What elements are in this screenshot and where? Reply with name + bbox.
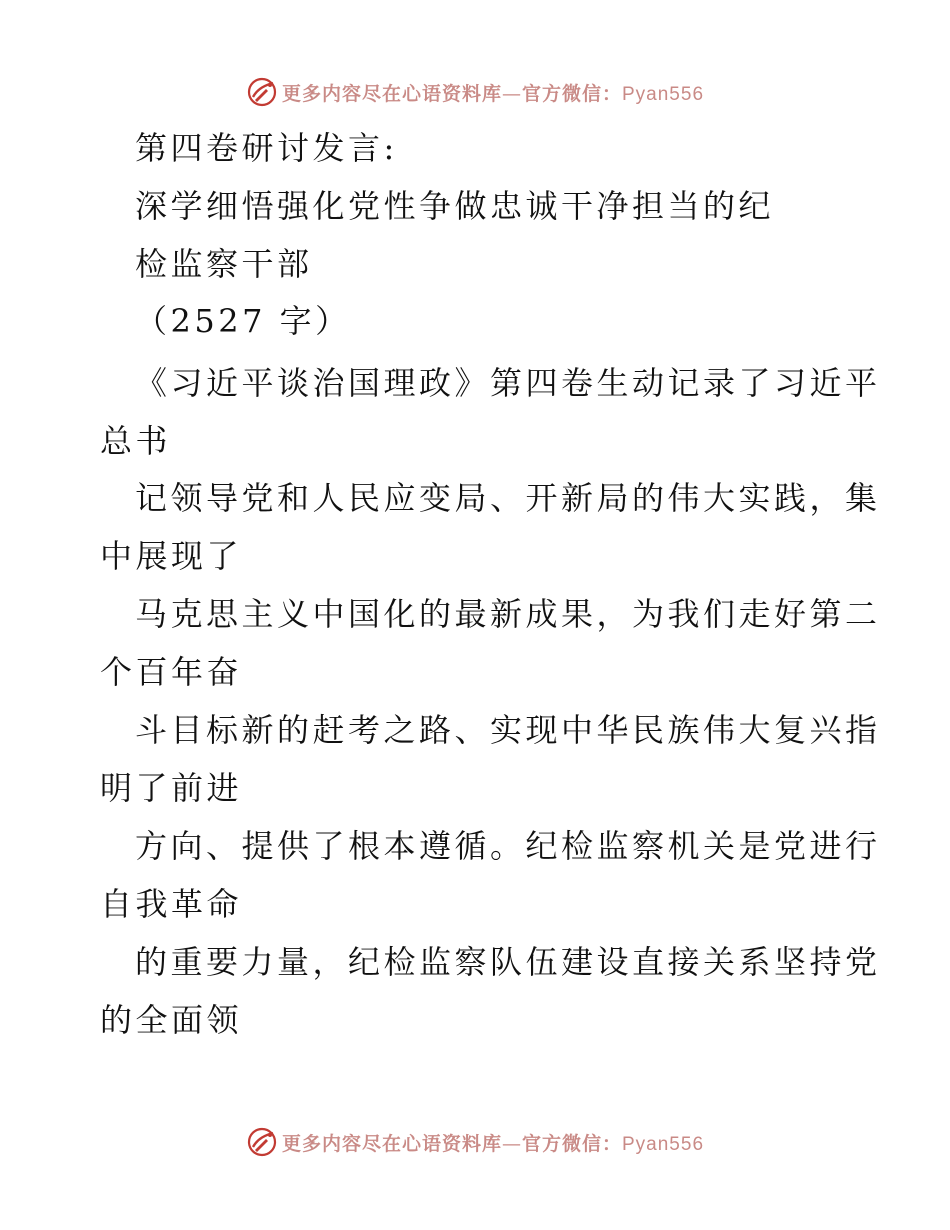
heading-line-3: 检监察干部 <box>135 245 313 283</box>
watermark-main: 更多内容尽在心语资料库 <box>281 82 502 105</box>
watermark-dash: — <box>501 1132 522 1155</box>
body-line: 《习近平谈治国理政》第四卷生动记录了习近平 <box>135 364 881 402</box>
pen-logo-icon <box>246 1126 278 1158</box>
body-line: 总书 <box>100 422 172 460</box>
watermark-main: 更多内容尽在心语资料库 <box>281 1132 502 1155</box>
body-line: 个百年奋 <box>100 653 243 691</box>
body-line: 自我革命 <box>100 885 243 923</box>
body-line: 的全面领 <box>100 1001 243 1039</box>
body-line: 明了前进 <box>100 769 243 807</box>
watermark-handle: Pyan556 <box>622 1133 705 1155</box>
watermark-handle: Pyan556 <box>622 83 705 105</box>
watermark-suffix: 官方微信： <box>521 82 622 105</box>
footer-watermark <box>0 1122 950 1162</box>
body-line: 马克思主义中国化的最新成果，为我们走好第二 <box>135 595 881 633</box>
watermark-text <box>282 1129 704 1156</box>
body-line: 的重要力量，纪检监察队伍建设直接关系坚持党 <box>135 943 881 981</box>
body-line: 方向、提供了根本遵循。纪检监察机关是党进行 <box>135 827 881 865</box>
heading-line-1: 第四卷研讨发言: <box>135 129 398 167</box>
body-line: 记领导党和人民应变局、开新局的伟大实践，集 <box>135 479 881 517</box>
word-count: （2527 字） <box>135 302 351 340</box>
watermark-dash: — <box>501 82 522 105</box>
body-line: 中展现了 <box>100 537 243 575</box>
body-line: 斗目标新的赶考之路、实现中华民族伟大复兴指 <box>135 711 881 749</box>
watermark-suffix: 官方微信： <box>521 1132 622 1155</box>
heading-line-2: 深学细悟强化党性争做忠诚干净担当的纪 <box>135 187 775 225</box>
